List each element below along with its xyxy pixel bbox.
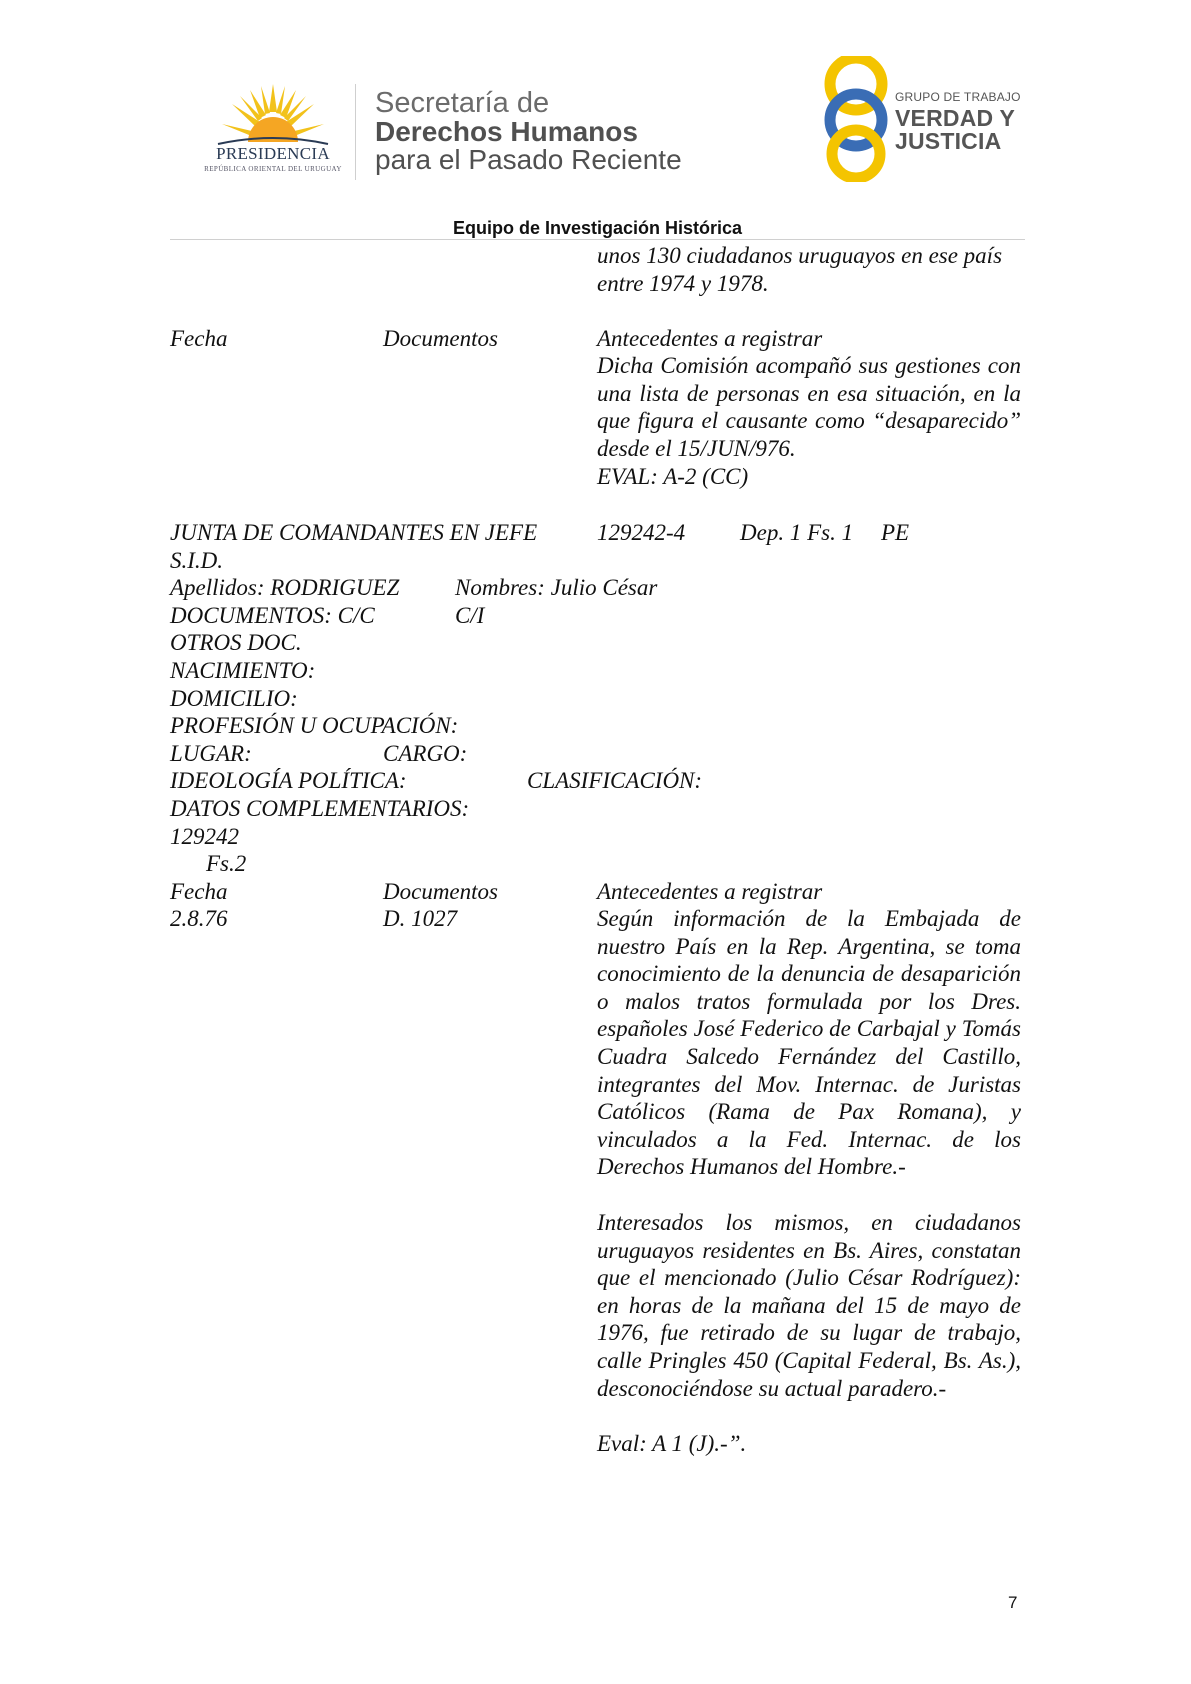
header-divider (355, 84, 356, 180)
header-rule (170, 239, 1025, 240)
ficha-profesion: PROFESIÓN U OCUPACIÓN: (170, 713, 459, 738)
record2-eval: Eval: A 1 (J).-”. (597, 1431, 747, 1456)
ficha-organismo: JUNTA DE COMANDANTES EN JEFE (170, 520, 538, 545)
secretaria-line1: Secretaría de (375, 87, 550, 119)
ficha-numero: 129242-4 (597, 520, 686, 545)
gtvj-line2: VERDAD Y (895, 105, 1016, 131)
ficha-sid: S.I.D. (170, 548, 224, 573)
secretaria-line2: Derechos Humanos (375, 116, 638, 147)
ficha-ideologia: IDEOLOGÍA POLÍTICA: (170, 768, 407, 793)
presidencia-subtitle: REPÚBLICA ORIENTAL DEL URUGUAY (204, 165, 342, 173)
gtvj-line1: GRUPO DE TRABAJO (895, 90, 1021, 104)
ficha-documentos: DOCUMENTOS: C/C (170, 603, 375, 628)
record1-text: Dicha Comisión acompañó sus gestiones con una lista de personas en esa situación, en la que figura el causante como “desaparecido” desde el 15/JUN/976. (597, 353, 1021, 461)
record2-para1: Según información de la Embajada de nuestro País en la Rep. Argentina, se toma conocimiento de la denuncia de desaparición o malos tratos formulada por los Dres. españoles José Federico de Carbajal y Tomás Cuadra Salcedo Fernández del Castillo, integrantes del Mov. Internac. de Juristas Católicos (Rama de Pax Romana), y vinculados a la Fed. Internac. de los Derechos Humanos del Hombre.- (597, 906, 1021, 1180)
verdad-justicia-logo (820, 56, 1050, 182)
gtvj-line3: JUSTICIA (895, 128, 1002, 154)
linked-rings-icon (820, 56, 896, 182)
ficha-pe: PE (881, 520, 910, 545)
presidencia-logo (198, 82, 348, 178)
record2-col-fecha: Fecha (170, 879, 228, 904)
top-line-2: entre 1974 y 1978. (597, 271, 769, 296)
ficha-lugar: LUGAR: (170, 741, 252, 766)
record1-col-documentos: Documentos (383, 326, 498, 351)
ficha-nacimiento: NACIMIENTO: (170, 658, 316, 683)
secretaria-line3: para el Pasado Reciente (375, 144, 682, 175)
sun-emblem-icon (198, 82, 348, 146)
record1-eval: EVAL: A-2 (CC) (597, 464, 749, 489)
record2-para2: Interesados los mismos, en ciudadanos uruguayos residentes en Bs. Aires, constatan que el mencionado (Julio César Rodríguez): en horas de la mañana del 15 de mayo de 1976, fue retirado de su lugar de trabajo, calle Pringles 450 (Capital Federal, Bs. As.), desconociéndose su actual paradero.- (597, 1210, 1021, 1401)
ficha-cargo: CARGO: (383, 741, 468, 766)
ficha-domicilio: DOMICILIO: (170, 686, 298, 711)
ficha-ci: C/I (455, 603, 485, 628)
ficha-ref-numero: 129242 (170, 824, 239, 849)
team-title: Equipo de Investigación Histórica (452, 218, 743, 238)
ficha-apellidos: Apellidos: RODRIGUEZ (170, 575, 400, 600)
ficha-datos-complementarios: DATOS COMPLEMENTARIOS: (170, 796, 470, 821)
ficha-dep: Dep. 1 Fs. 1 (740, 520, 854, 545)
presidencia-name: PRESIDENCIA (216, 144, 330, 163)
record2-col-documentos: Documentos (383, 879, 498, 904)
record1-col-antecedentes: Antecedentes a registrar (597, 326, 823, 351)
secretaria-title (375, 88, 682, 174)
page-number: 7 (1008, 1593, 1018, 1612)
ficha-nombres: Nombres: Julio César (455, 575, 658, 600)
ficha-otros-doc: OTROS DOC. (170, 630, 302, 655)
record1-col-fecha: Fecha (170, 326, 228, 351)
top-line-1: unos 130 ciudadanos uruguayos en ese país (597, 243, 1003, 268)
record2-col-antecedentes: Antecedentes a registrar (597, 879, 823, 904)
record2-fecha: 2.8.76 (170, 906, 228, 931)
record2-documento: D. 1027 (383, 906, 458, 931)
ficha-ref-fs: Fs.2 (206, 851, 247, 876)
ficha-clasificacion: CLASIFICACIÓN: (527, 768, 703, 793)
